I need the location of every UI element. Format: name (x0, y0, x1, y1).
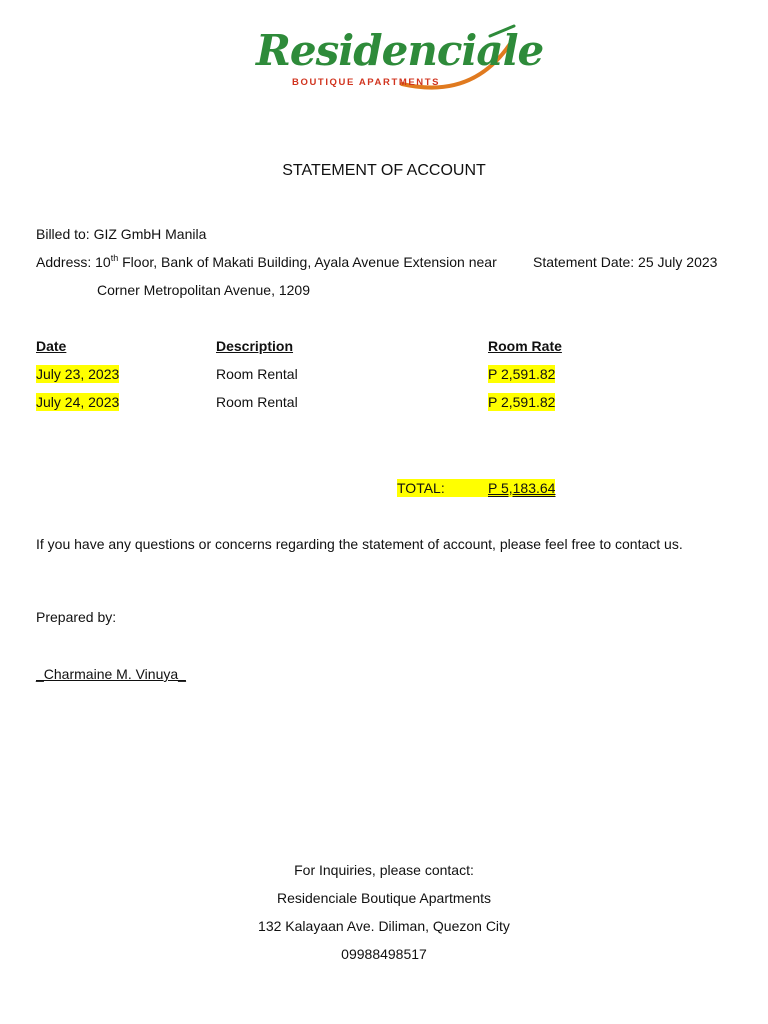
total-label: TOTAL: (397, 479, 488, 497)
row-1-rate: P 2,591.82 (488, 366, 556, 382)
header-room-rate: Room Rate (488, 338, 562, 354)
row-2-rate: P 2,591.82 (488, 394, 556, 410)
company-logo (252, 22, 544, 94)
row-1-date: July 23, 2023 (36, 366, 120, 382)
prepared-by-label: Prepared by: (36, 609, 117, 625)
row-1-description: Room Rental (216, 366, 298, 382)
address-line-1-rest: Floor, Bank of Makati Building, Ayala Avenue Extension near (118, 254, 497, 270)
header-description: Description (216, 338, 294, 354)
total-value: P 5,183.64 (488, 480, 556, 496)
contact-message: If you have any questions or concerns regarding the statement of account, please feel free to contact us. (36, 536, 683, 552)
row-2-date: July 24, 2023 (36, 394, 120, 410)
row-2-description: Room Rental (216, 394, 298, 410)
logo-wordmark: Residenciale (256, 26, 544, 75)
document-title: STATEMENT OF ACCOUNT (282, 162, 486, 179)
address-line-2: Corner Metropolitan Avenue, 1209 (97, 282, 310, 298)
footer-phone: 09988498517 (341, 946, 427, 962)
statement-date: Statement Date: 25 July 2023 (533, 254, 718, 270)
footer-address: 132 Kalayaan Ave. Diliman, Quezon City (258, 918, 510, 934)
billed-to: Billed to: GIZ GmbH Manila (36, 226, 207, 242)
header-date: Date (36, 338, 67, 354)
logo-tagline: BOUTIQUE APARTMENTS (292, 77, 441, 88)
preparer-signature-name: _Charmaine M. Vinuya_ (36, 666, 186, 682)
footer-inquiries: For Inquiries, please contact: (294, 862, 474, 878)
address-line-1 (36, 253, 497, 273)
address-prefix: Address: 10 (36, 254, 111, 270)
address-superscript: th (110, 253, 119, 263)
footer-company: Residenciale Boutique Apartments (276, 890, 492, 906)
